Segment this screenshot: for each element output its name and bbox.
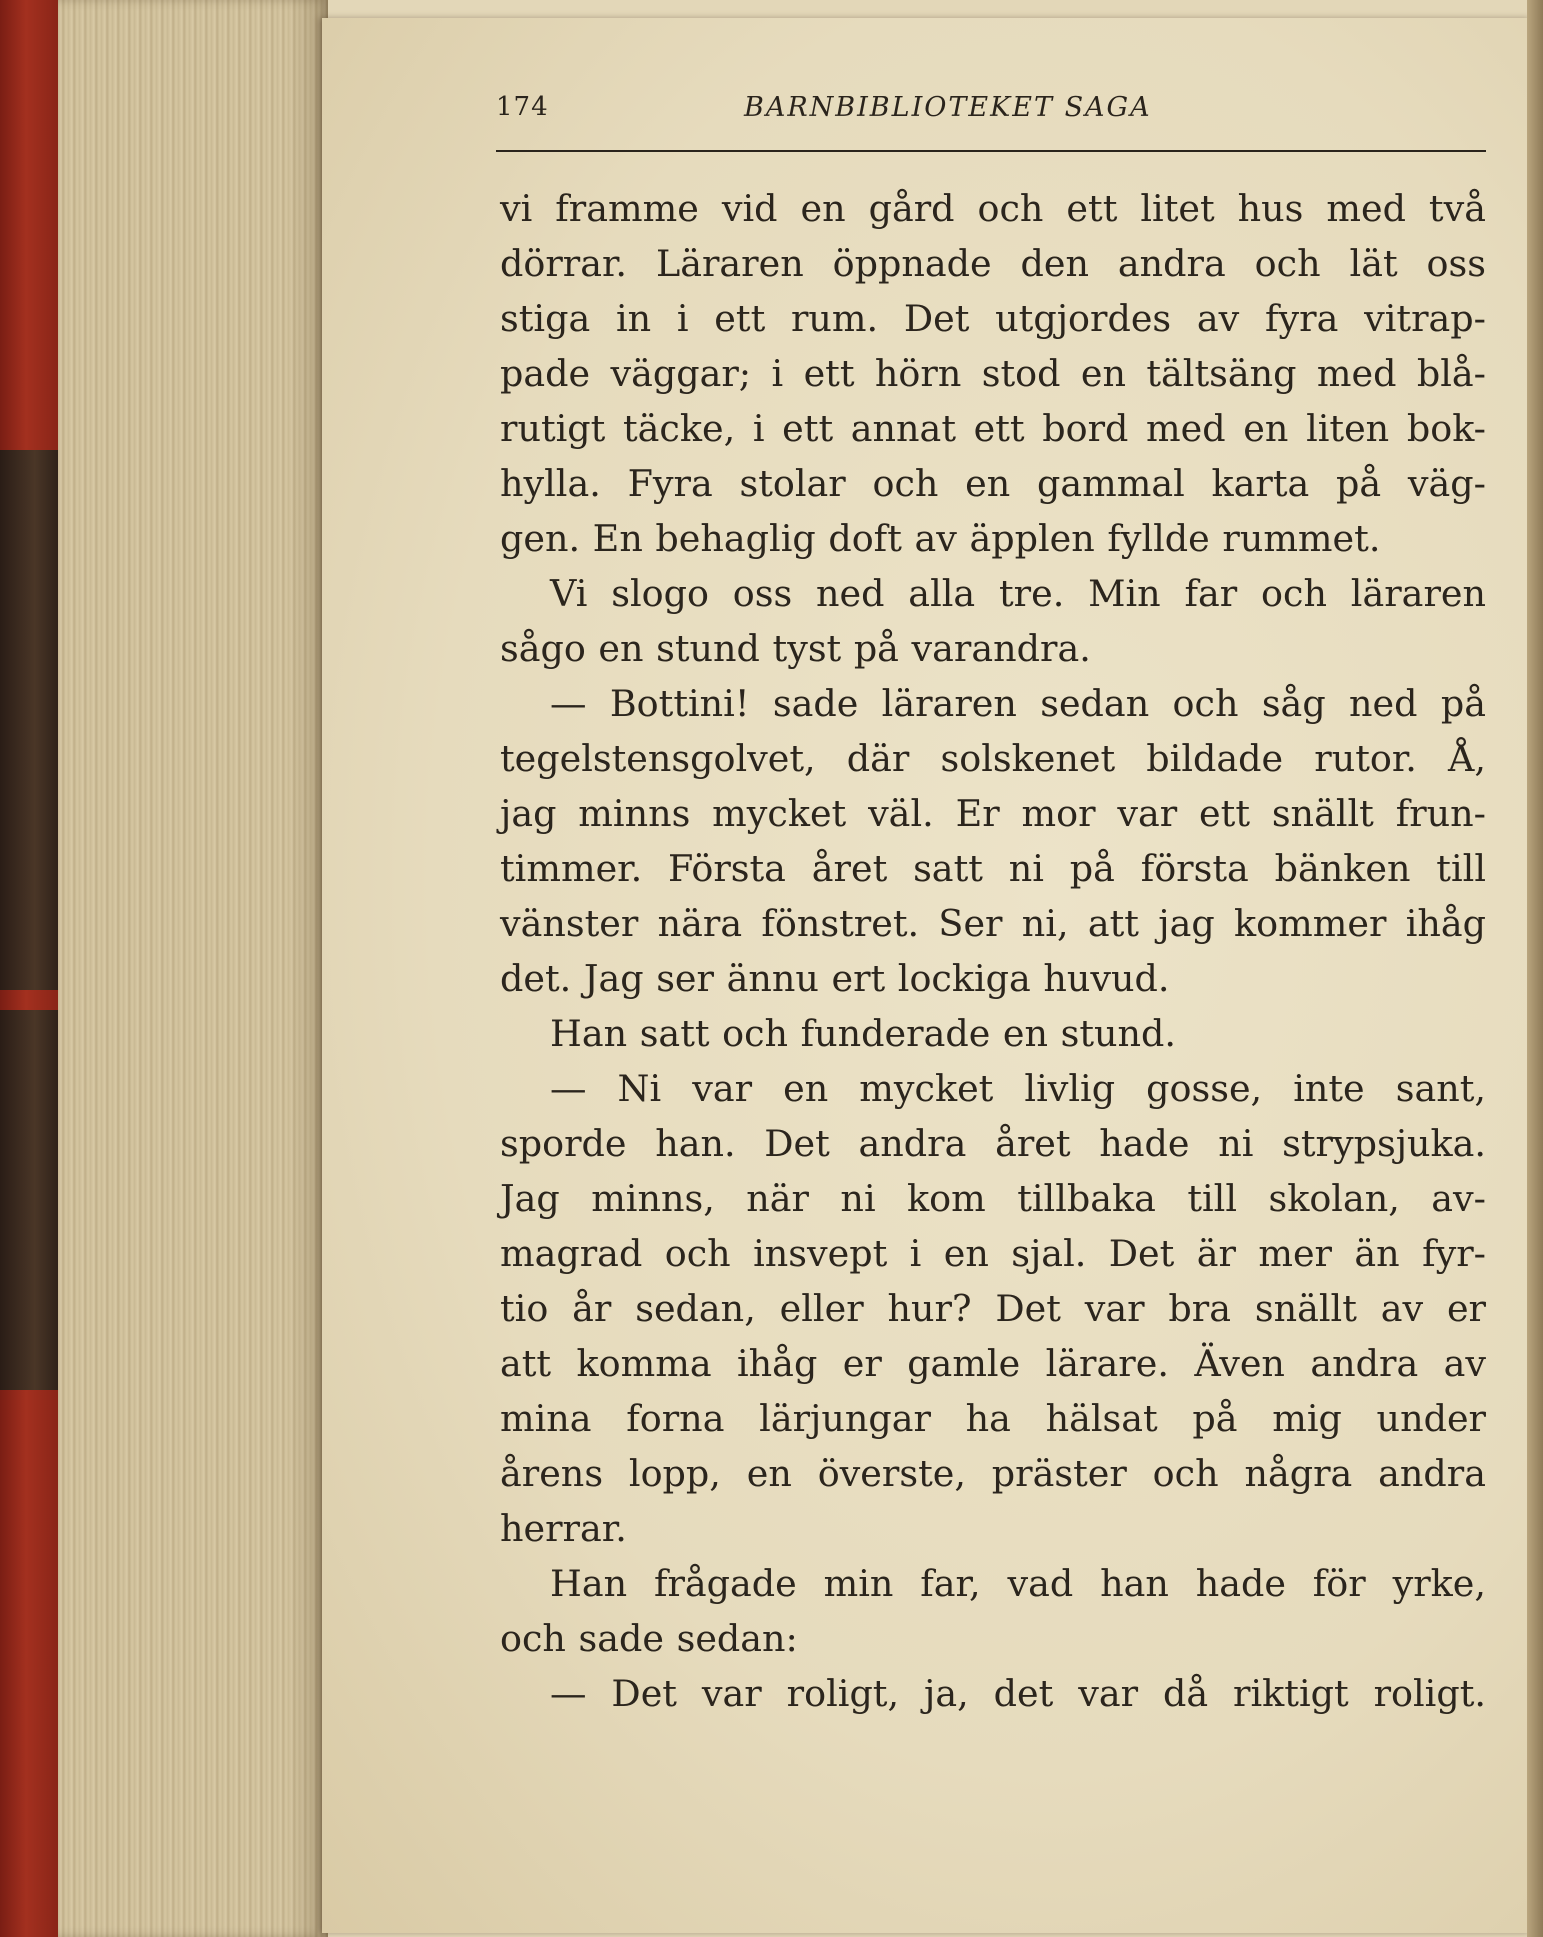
- page-header: [496, 92, 1486, 152]
- text-line: vi framme vid en gård och ett litet hus med två: [500, 187, 1486, 230]
- body-text: [500, 181, 1486, 1721]
- text-line: årens lopp, en överste, präster och några andra: [500, 1452, 1486, 1495]
- text-line: rutigt täcke, i ett annat ett bord med en liten bok-: [500, 407, 1486, 450]
- text-line: mina forna lärjungar ha hälsat på mig under: [500, 1397, 1486, 1440]
- text-line: hylla. Fyra stolar och en gammal karta på väg-: [500, 462, 1486, 505]
- text-line: och sade sedan:: [500, 1617, 798, 1660]
- page-right-edge: [1527, 0, 1543, 1937]
- text-line: att komma ihåg er gamle lärare. Även andra av: [500, 1342, 1486, 1385]
- page-number: 174: [496, 92, 549, 122]
- text-line: vänster nära fönstret. Ser ni, att jag kommer ihåg: [500, 902, 1486, 945]
- text-line: Jag minns, när ni kom tillbaka till skolan, av-: [500, 1177, 1486, 1220]
- text-line: timmer. Första året satt ni på första bänken till: [500, 847, 1486, 890]
- text-line: pade väggar; i ett hörn stod en tältsäng med blå-: [500, 352, 1486, 395]
- text-line: stiga in i ett rum. Det utgjordes av fyra vitrap-: [500, 297, 1486, 340]
- text-line: — Ni var en mycket livlig gosse, inte sant,: [550, 1067, 1486, 1110]
- text-line: magrad och insvept i en sjal. Det är mer än fyr-: [500, 1232, 1486, 1275]
- text-line: Han satt och funderade en stund.: [550, 1012, 1177, 1055]
- text-line: — Bottini! sade läraren sedan och såg ned på: [550, 682, 1486, 725]
- text-line: herrar.: [500, 1507, 627, 1550]
- text-line: sågo en stund tyst på varandra.: [500, 627, 1091, 670]
- page-edges-stack: [58, 0, 328, 1937]
- text-line: sporde han. Det andra året hade ni strypsjuka.: [500, 1122, 1486, 1165]
- text-line: det. Jag ser ännu ert lockiga huvud.: [500, 957, 1170, 1000]
- text-line: tio år sedan, eller hur? Det var bra snällt av er: [500, 1287, 1486, 1330]
- cover-leather-band: [0, 1010, 58, 1390]
- text-line: — Det var roligt, ja, det var då riktigt roligt.: [550, 1672, 1486, 1715]
- text-line: Vi slogo oss ned alla tre. Min far och läraren: [550, 572, 1486, 615]
- text-line: tegelstensgolvet, där solskenet bildade rutor. Å,: [500, 737, 1486, 780]
- text-line: dörrar. Läraren öppnade den andra och lät oss: [500, 242, 1486, 285]
- running-title: BARNBIBLIOTEKET SAGA: [744, 92, 1152, 123]
- text-line: jag minns mycket väl. Er mor var ett snällt frun-: [500, 792, 1486, 835]
- text-line: Han frågade min far, vad han hade för yrke,: [550, 1562, 1486, 1605]
- cover-leather-band: [0, 450, 58, 990]
- book-cover-spine: [0, 0, 58, 1937]
- text-line: gen. En behaglig doft av äpplen fyllde rummet.: [500, 517, 1381, 560]
